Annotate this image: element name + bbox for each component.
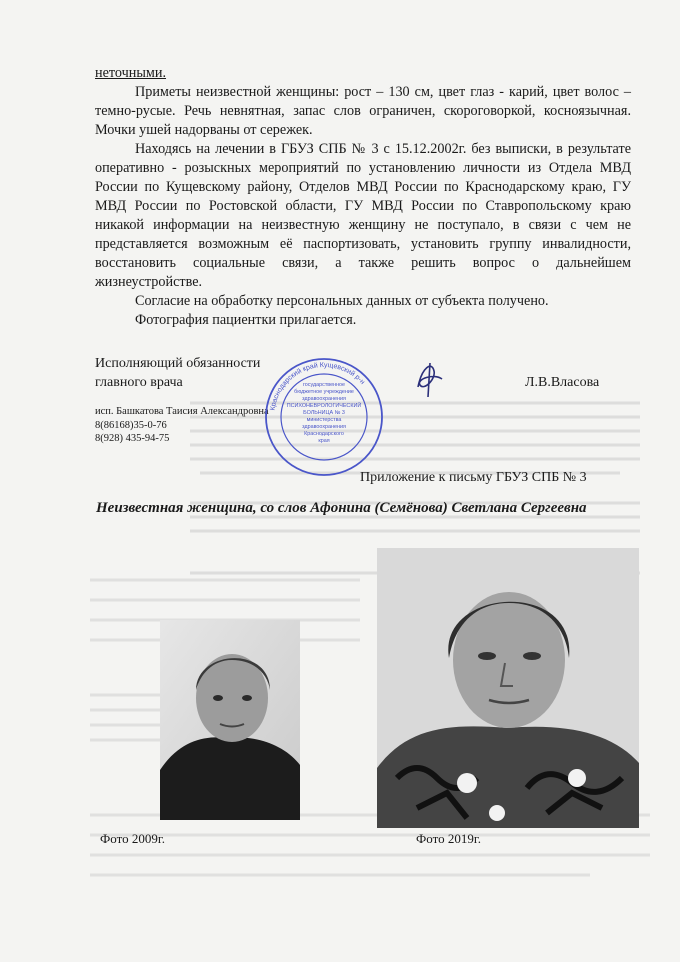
patient-photo-2009 — [160, 620, 300, 820]
signatory-role-line1: Исполняющий обязанности — [95, 356, 261, 371]
signatory-name: Л.В.Власова — [525, 375, 600, 390]
paragraph-treatment: Находясь на лечении в ГБУЗ СПБ № 3 с 15.12.2002г. без выписки, в результате оперативно - розыскных мероприятий по установлению личности из Отдела МВД России по Кущевскому району, Отделов МВД России по Краснодарскому краю, ГУ МВД России по Ростовской области, ГУ МВД России по Ставропольскому краю никакой информации на неизвестную женщину не поступало, в связи с чем не представляется возможным её паспортизовать, установить группу инвалидности, восстановить социальные связи, а также решить вопрос о дальнейшем жизнеустройстве. — [95, 141, 631, 290]
signatory-role-line2: главного врача — [95, 375, 183, 390]
svg-text:ПСИХОНЕВРОЛОГИЧЕСКИЙ: ПСИХОНЕВРОЛОГИЧЕСКИЙ — [286, 403, 362, 409]
patient-photo-2009-image — [160, 620, 300, 820]
paragraph-consent: Согласие на обработку персональных данных от субъекта получено. — [135, 293, 549, 309]
patient-photo-2019 — [377, 548, 639, 828]
patient-photo-2019-image — [377, 548, 639, 828]
svg-text:края: края — [318, 438, 330, 444]
executor-name: исп. Башкатова Таисия Александровна — [95, 406, 269, 417]
svg-text:государственное: государственное — [302, 382, 346, 388]
executor-phone-2: 8(928) 435-94-75 — [95, 433, 170, 444]
appendix-label: Приложение к письму ГБУЗ СПБ № 3 — [360, 470, 587, 485]
executor-phone-1: 8(86168)35-0-76 — [95, 420, 167, 431]
paragraph-continuation: неточными. — [95, 65, 167, 81]
paragraph-photo-note: Фотография пациентки прилагается. — [135, 312, 357, 328]
svg-text:здравоохранения: здравоохранения — [302, 396, 346, 402]
photo-heading: Неизвестная женщина, со слов Афонина (Семёнова) Светлана Сергеевна — [96, 500, 587, 516]
svg-text:Краснодарский край Кущевский р: Краснодарский край Кущевский р-н — [269, 361, 366, 412]
official-stamp — [263, 356, 385, 478]
handwritten-signature — [412, 357, 448, 399]
photo-caption-2019: Фото 2019г. — [416, 831, 481, 846]
photo-caption-2009: Фото 2009г. — [100, 831, 165, 846]
svg-text:министерства: министерства — [306, 417, 342, 423]
svg-text:БОЛЬНИЦА № 3: БОЛЬНИЦА № 3 — [303, 410, 345, 416]
paragraph-description: Приметы неизвестной женщины: рост – 130 см, цвет глаз - карий, цвет волос – темно-русые. Речь невнятная, запас слов ограничен, скороговоркой, косноязычная. Мочки ушей надорваны от сережек. — [95, 84, 631, 138]
svg-text:Краснодарского: Краснодарского — [304, 431, 344, 437]
svg-text:бюджетное учреждение: бюджетное учреждение — [294, 389, 354, 395]
svg-text:здравоохранения: здравоохранения — [302, 424, 346, 430]
letter-body — [95, 64, 631, 330]
